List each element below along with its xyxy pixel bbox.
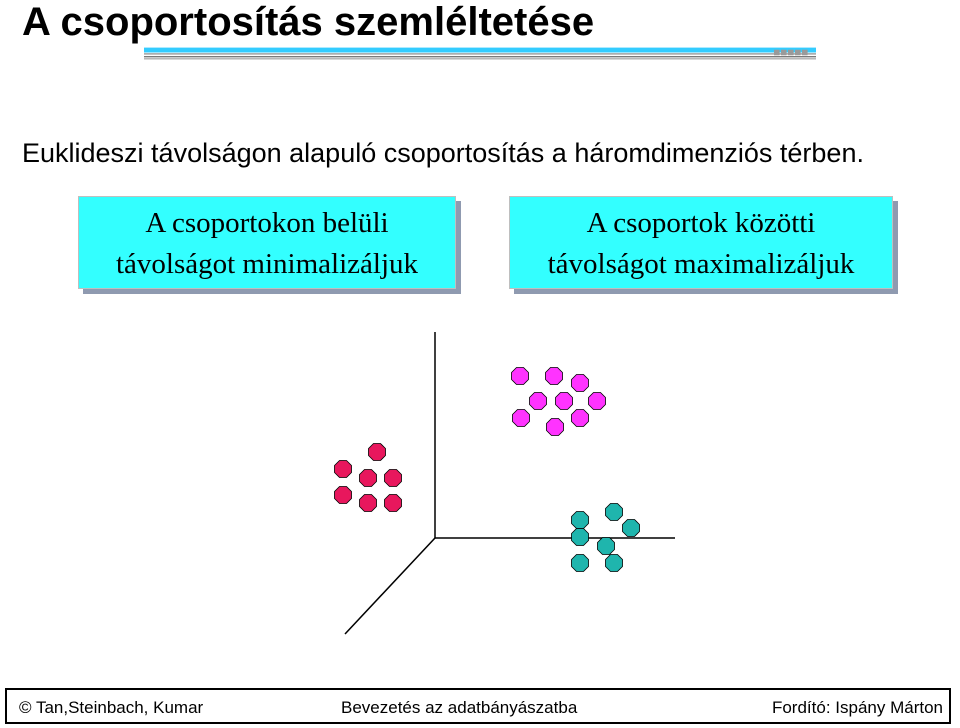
footer-course-title: Bevezetés az adatbányászatba: [341, 698, 578, 717]
axis-y: [345, 538, 435, 634]
point-magenta: [556, 393, 573, 410]
cluster-magenta: [512, 368, 606, 436]
point-red: [360, 495, 377, 512]
cluster-3d-plot: [0, 320, 960, 660]
title-underline: [0, 0, 960, 70]
point-magenta: [546, 368, 563, 385]
within-cluster-line2: távolságot minimalizáljuk: [115, 248, 419, 280]
within-cluster-line1: A csoportokon belüli: [145, 207, 389, 239]
cluster-red: [335, 444, 402, 512]
point-magenta: [513, 410, 530, 427]
between-cluster-line2: távolságot maximalizáljuk: [547, 248, 855, 280]
point-magenta: [572, 410, 589, 427]
point-magenta: [572, 375, 589, 392]
slide-subtitle: Euklideszi távolságon alapuló csoportosítás a háromdimenziós térben.: [22, 138, 864, 168]
point-teal: [572, 529, 589, 546]
point-red: [385, 470, 402, 487]
point-magenta: [512, 368, 529, 385]
between-cluster-line1: A csoportok közötti: [586, 207, 816, 239]
point-red: [385, 495, 402, 512]
point-teal: [606, 504, 623, 521]
point-magenta: [530, 393, 547, 410]
point-teal: [606, 555, 623, 572]
point-teal: [572, 555, 589, 572]
slide-title: A csoportosítás szemléltetése: [22, 0, 595, 44]
point-red: [360, 470, 377, 487]
point-red: [369, 444, 386, 461]
within-cluster-box: [78, 196, 456, 289]
point-teal: [598, 538, 615, 555]
footer-copyright: © Tan,Steinbach, Kumar: [19, 698, 204, 717]
point-red: [335, 487, 352, 504]
point-magenta: [589, 393, 606, 410]
point-red: [335, 461, 352, 478]
point-teal: [572, 512, 589, 529]
footer-translator: Fordító: Ispány Márton: [771, 698, 943, 717]
between-cluster-box: [509, 196, 893, 289]
point-teal: [623, 520, 640, 537]
point-magenta: [547, 419, 564, 436]
slide-footer: [5, 688, 951, 724]
